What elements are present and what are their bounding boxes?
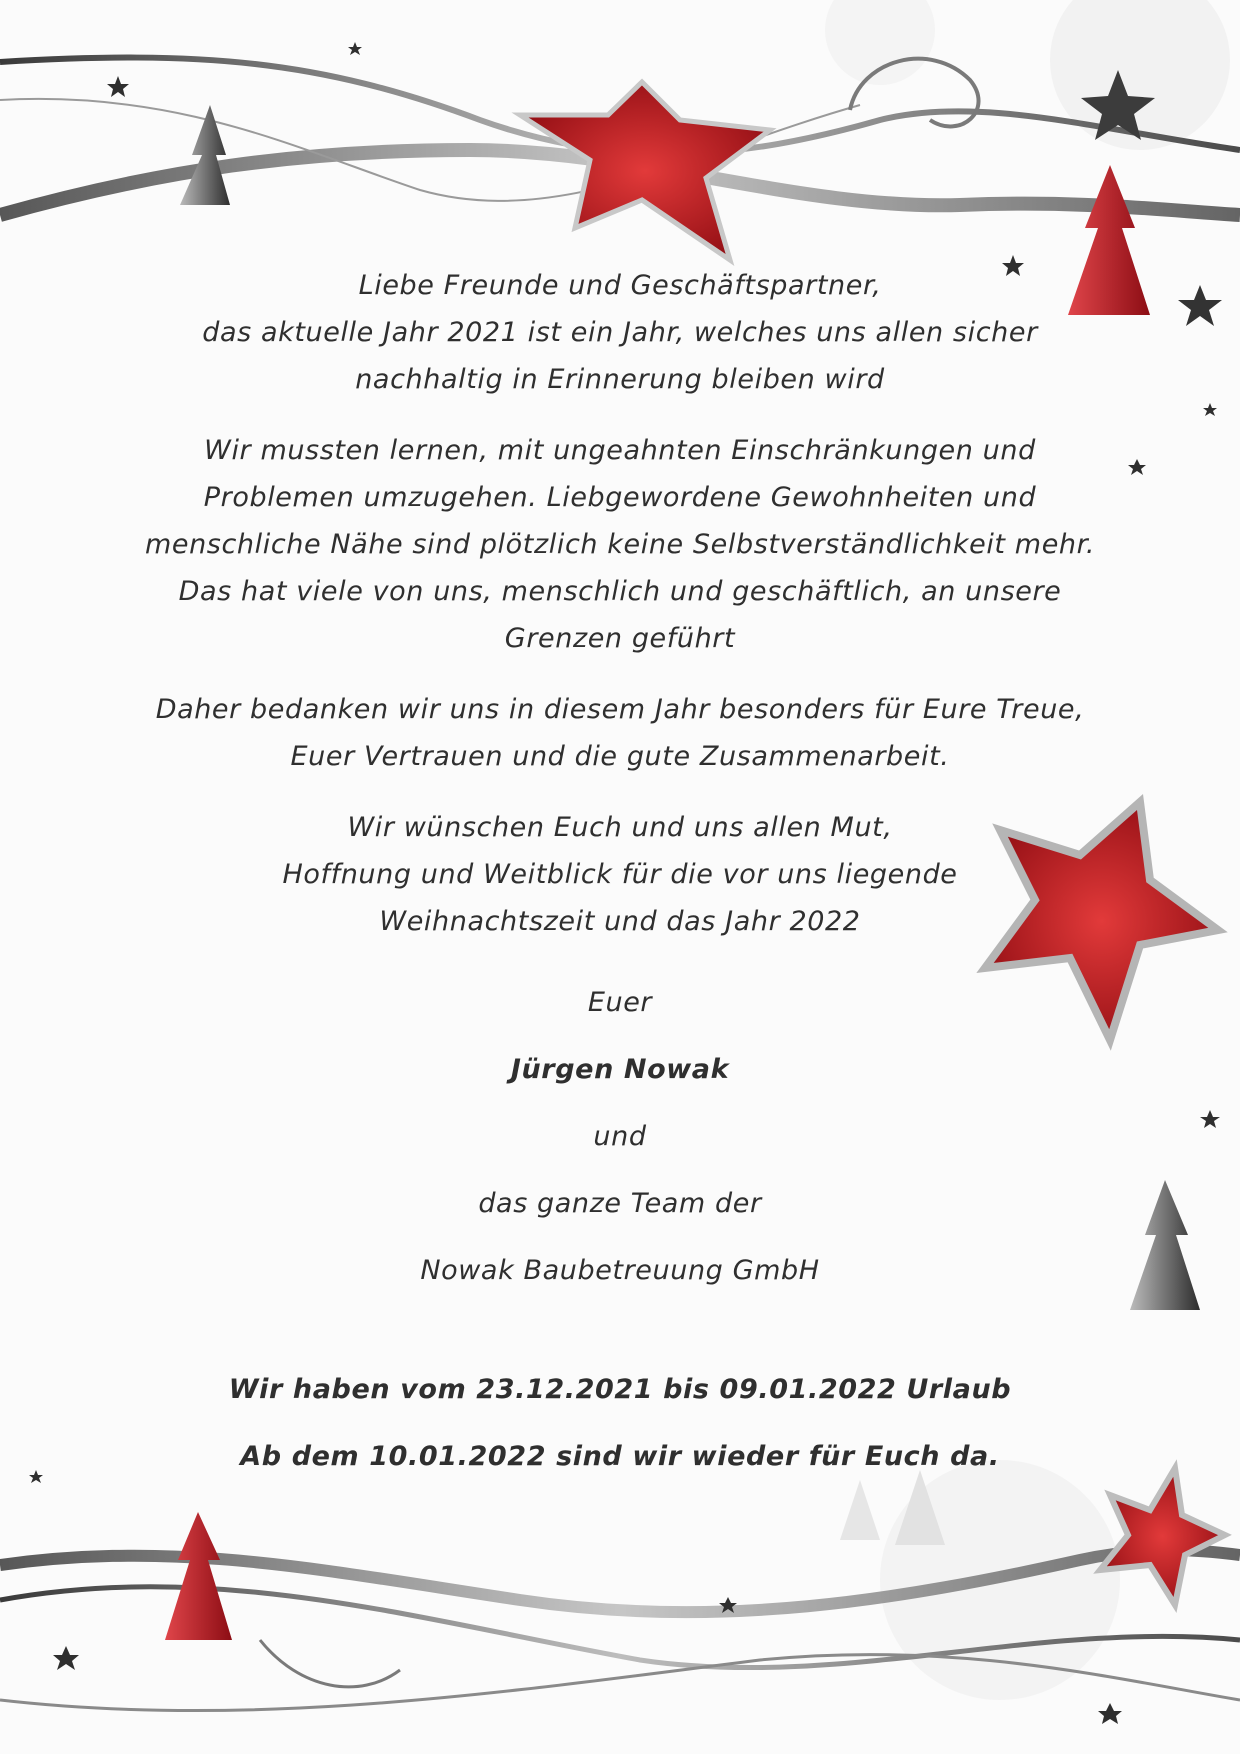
text-line: nachhaltig in Erinnerung bleiben wird	[355, 364, 885, 395]
grey-tree-icon	[180, 105, 230, 205]
signature-company: Nowak Baubetreuung GmbH	[420, 1255, 820, 1286]
thanks-paragraph	[120, 686, 1120, 780]
small-star-icon	[1200, 1110, 1220, 1128]
experience-paragraph	[120, 427, 1120, 662]
small-star-icon	[1128, 459, 1146, 475]
holiday-notice	[120, 1356, 1120, 1490]
text-line: Euer Vertrauen und die gute Zusammenarbeit.	[290, 741, 950, 772]
text-line: Problemen umzugehen. Liebgewordene Gewohnheiten und	[203, 482, 1037, 513]
signature-block	[120, 969, 1120, 1304]
letter-body	[120, 262, 1120, 1490]
holiday-notice-line: Wir haben vom 23.12.2021 bis 09.01.2022 Urlaub	[228, 1374, 1012, 1405]
signature-conjunction: und	[593, 1121, 647, 1152]
small-star-icon	[1203, 403, 1217, 416]
small-star-icon	[53, 1646, 79, 1670]
wishes-paragraph	[120, 804, 1120, 945]
text-line: Liebe Freunde und Geschäftspartner,	[358, 270, 882, 301]
signature-team: das ganze Team der	[478, 1188, 762, 1219]
small-star-icon	[1098, 1703, 1122, 1724]
holiday-notice-line: Ab dem 10.01.2022 sind wir wieder für Euch da.	[240, 1441, 1000, 1472]
bokeh-circle	[1050, 0, 1230, 150]
red-star-icon	[520, 82, 770, 260]
signature-name: Jürgen Nowak	[510, 1054, 730, 1085]
bottom-swoosh	[260, 1640, 400, 1687]
signature-salutation: Euer	[587, 987, 653, 1018]
small-star-icon	[29, 1470, 43, 1483]
dark-star-icon	[1178, 285, 1222, 326]
text-line: Weihnachtszeit und das Jahr 2022	[379, 906, 861, 937]
grey-tree-icon	[1130, 1180, 1200, 1310]
bokeh-circle	[825, 0, 935, 85]
small-star-icon	[107, 76, 129, 97]
small-star-icon	[348, 42, 362, 55]
greeting-paragraph	[120, 262, 1120, 403]
text-line: Hoffnung und Weitblick für die vor uns liegende	[282, 859, 958, 890]
text-line: Grenzen geführt	[504, 623, 736, 654]
text-line: Wir wünschen Euch und uns allen Mut,	[347, 812, 893, 843]
text-line: Das hat viele von uns, menschlich und geschäftlich, an unsere	[178, 576, 1062, 607]
text-line: menschliche Nähe sind plötzlich keine Selbstverständlichkeit mehr.	[144, 529, 1096, 560]
text-line: Daher bedanken wir uns in diesem Jahr besonders für Eure Treue,	[155, 694, 1085, 725]
text-line: Wir mussten lernen, mit ungeahnten Einschränkungen und	[204, 435, 1036, 466]
text-line: das aktuelle Jahr 2021 ist ein Jahr, welches uns allen sicher	[202, 317, 1038, 348]
red-tree-icon	[165, 1512, 232, 1640]
